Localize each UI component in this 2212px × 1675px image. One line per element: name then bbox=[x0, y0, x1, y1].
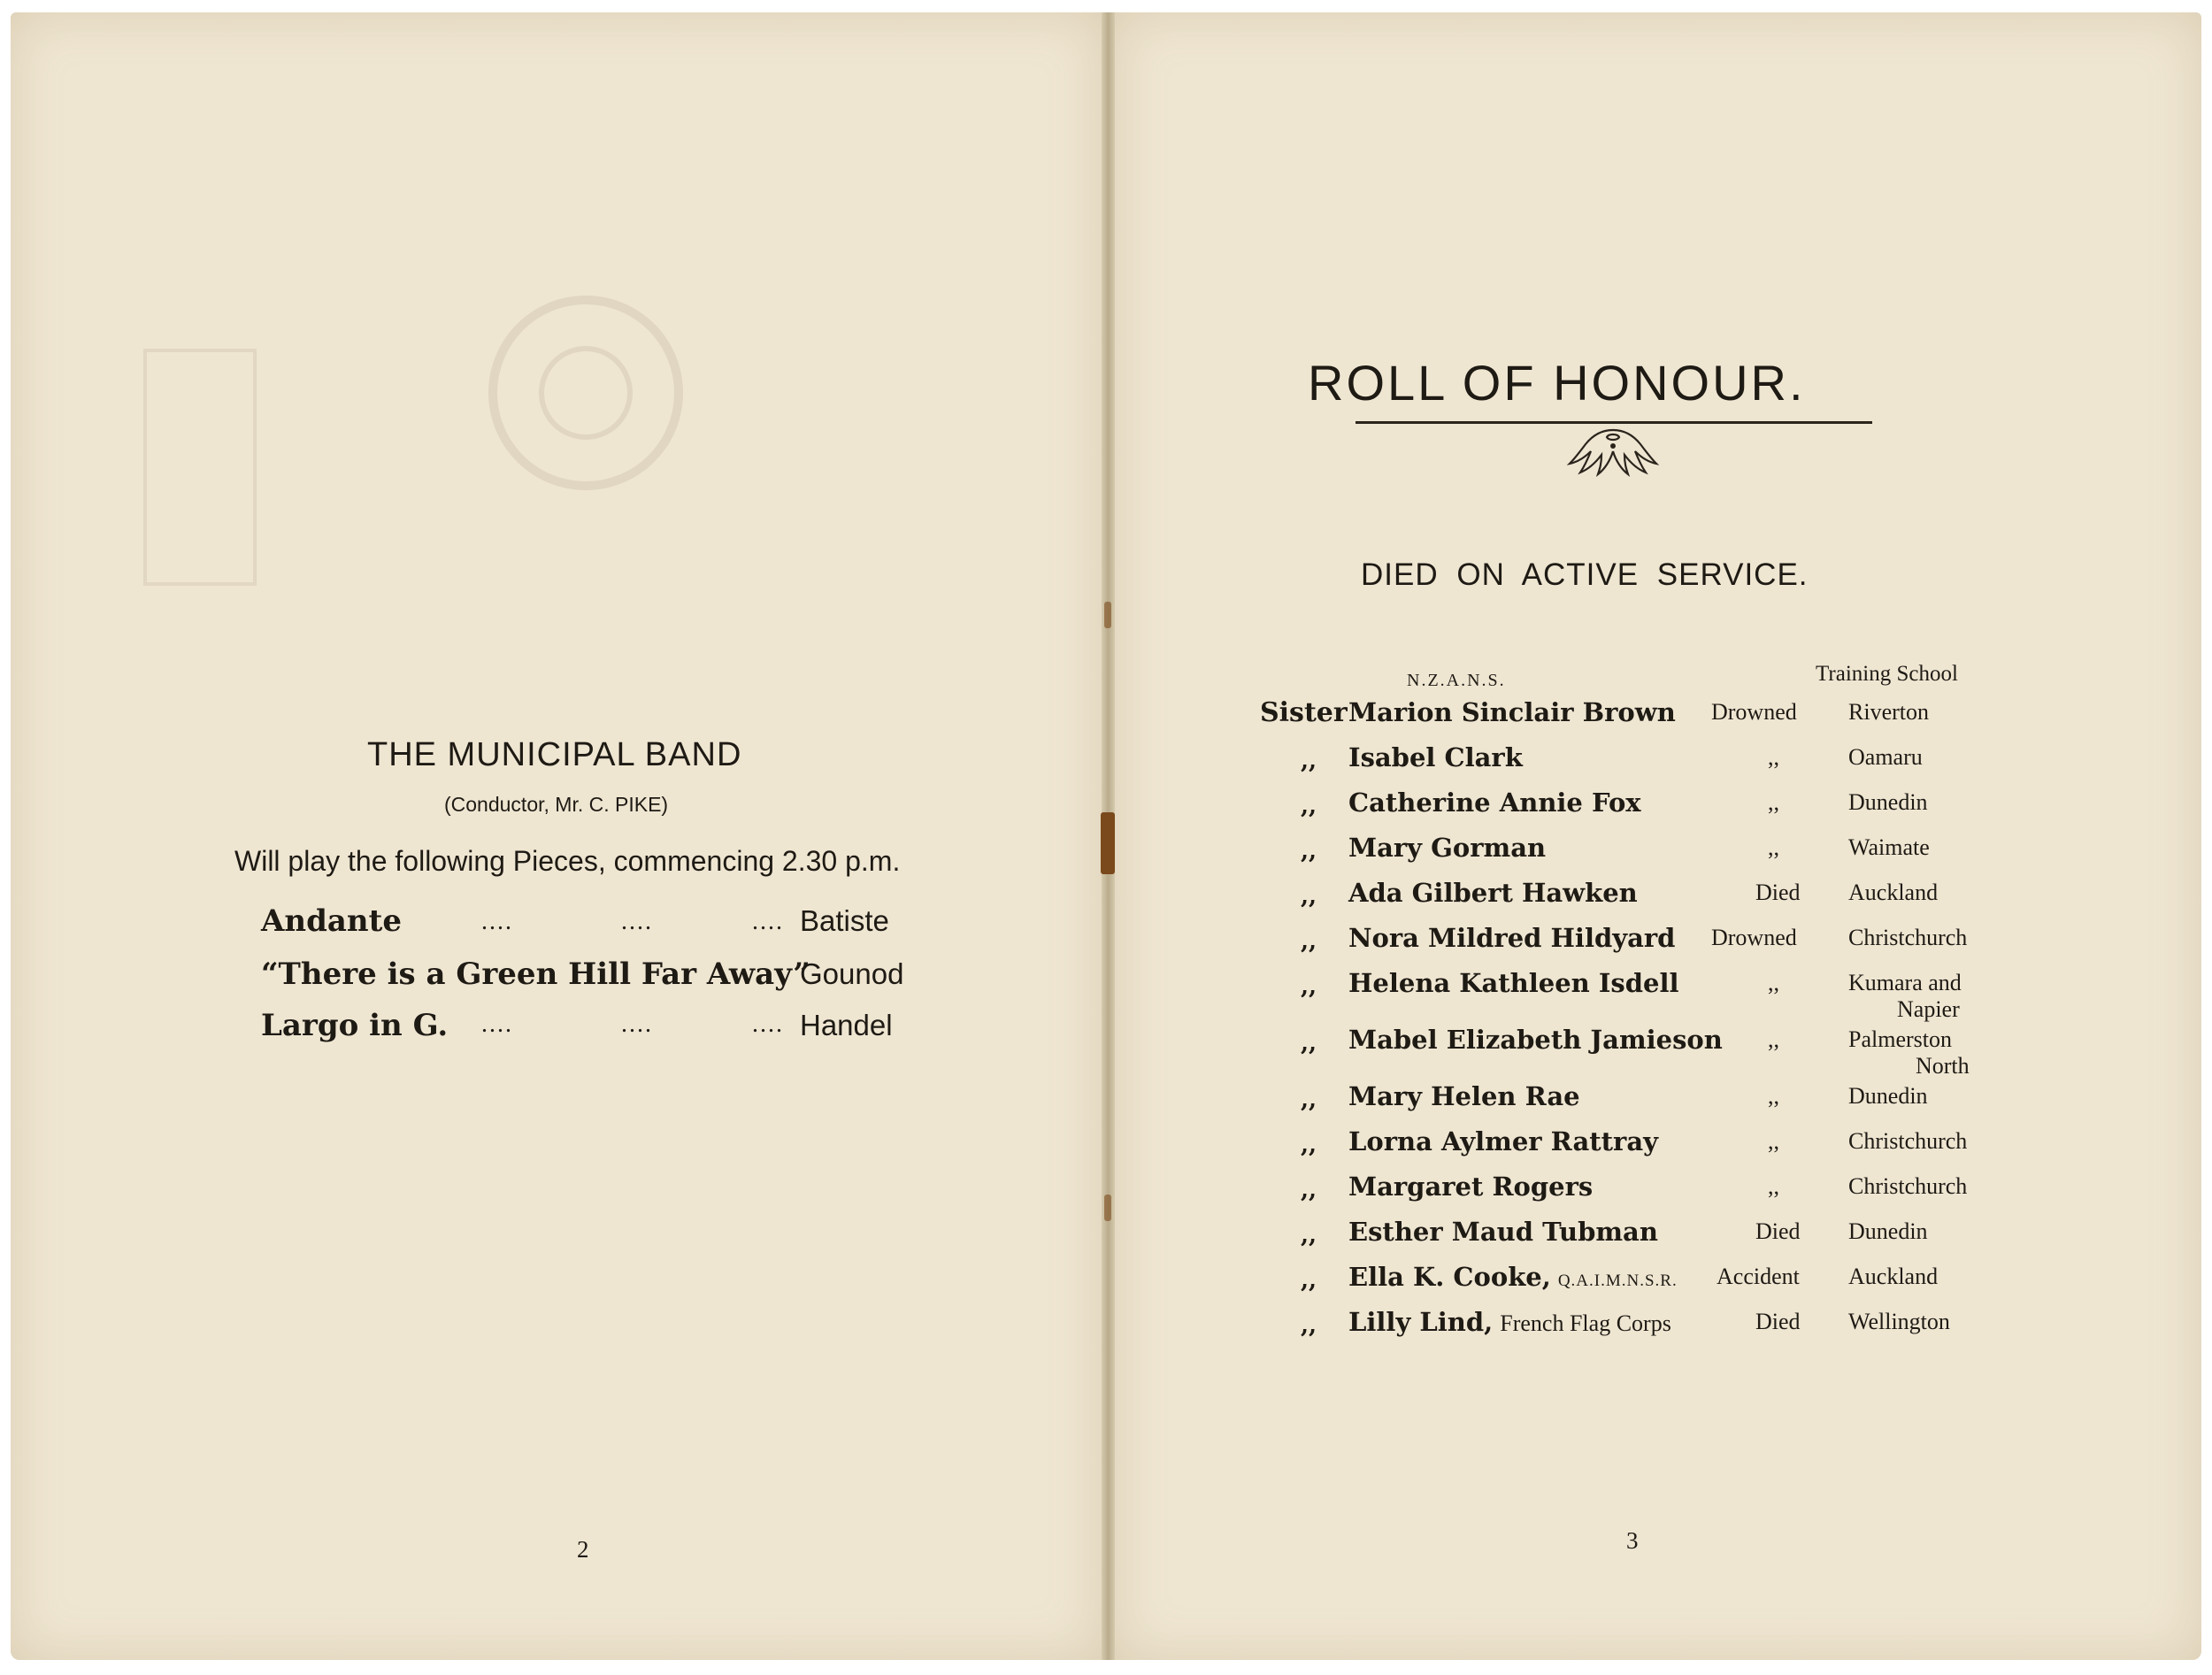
nurse-name-text: Catherine Annie Fox bbox=[1348, 788, 1641, 818]
band-title: THE MUNICIPAL BAND bbox=[367, 736, 742, 773]
cause-of-death: ,, bbox=[1768, 789, 1779, 815]
training-school: Christchurch bbox=[1848, 1128, 1968, 1154]
leader-dots: .... bbox=[621, 1010, 653, 1038]
nurse-name-text: Nora Mildred Hildyard bbox=[1348, 923, 1676, 953]
column-header-service: N.Z.A.N.S. bbox=[1407, 671, 1506, 690]
training-school: Dunedin bbox=[1848, 789, 1928, 815]
piece-composer: Gounod bbox=[800, 957, 904, 990]
cause-of-death: ,, bbox=[1768, 1128, 1779, 1154]
cause-of-death: Drowned bbox=[1711, 699, 1797, 725]
piece-composer: Batiste bbox=[800, 904, 889, 937]
nurse-name bbox=[1348, 1172, 1593, 1202]
training-school: Dunedin bbox=[1848, 1083, 1928, 1109]
ditto-mark: ,, bbox=[1301, 883, 1317, 910]
nurse-name-text: Isabel Clark bbox=[1348, 742, 1523, 772]
nurse-name-text: Marion Sinclair Brown bbox=[1348, 697, 1676, 727]
ditto-mark: ,, bbox=[1301, 838, 1317, 864]
leader-dots: .... bbox=[481, 1010, 513, 1038]
nurse-name bbox=[1348, 1307, 1671, 1337]
nurse-name-text: Lorna Aylmer Rattray bbox=[1348, 1126, 1658, 1156]
piece-title: Andante bbox=[261, 903, 402, 939]
ditto-mark: ,, bbox=[1301, 1087, 1317, 1113]
nurse-name bbox=[1348, 697, 1676, 727]
cause-of-death: Accident bbox=[1717, 1264, 1800, 1289]
roll-title: ROLL OF HONOUR. bbox=[1308, 355, 1806, 411]
ditto-mark: ,, bbox=[1301, 1312, 1317, 1339]
nurse-name bbox=[1348, 833, 1546, 863]
nurse-name-text: Lilly Lind, bbox=[1348, 1307, 1494, 1337]
nurse-name bbox=[1348, 1126, 1658, 1156]
service-note: Q.A.I.M.N.S.R. bbox=[1557, 1272, 1678, 1290]
section-heading: DIED ON ACTIVE SERVICE. bbox=[1361, 557, 1809, 592]
leader-dots: .... bbox=[481, 908, 513, 935]
cause-of-death: Died bbox=[1755, 880, 1801, 905]
rank-prefix: Sister bbox=[1260, 697, 1348, 728]
conductor-line: (Conductor, Mr. C. PIKE) bbox=[444, 793, 669, 816]
binding-stain bbox=[1104, 1195, 1111, 1221]
training-school: Wellington bbox=[1848, 1309, 1950, 1334]
training-school: Palmerston bbox=[1848, 1026, 1952, 1052]
nurse-name-text: Mary Gorman bbox=[1348, 833, 1547, 863]
binding-stain bbox=[1101, 812, 1115, 874]
cause-of-death: ,, bbox=[1768, 970, 1779, 995]
training-school: Kumara and bbox=[1848, 970, 1962, 995]
nurse-name bbox=[1348, 1081, 1580, 1111]
ditto-mark: ,, bbox=[1301, 793, 1317, 819]
ditto-mark: ,, bbox=[1301, 1132, 1317, 1158]
piece-title: “There is a Green Hill Far Away” bbox=[261, 957, 810, 992]
ditto-mark: ,, bbox=[1301, 1177, 1317, 1203]
nurse-name bbox=[1348, 1262, 1678, 1292]
ditto-mark: ,, bbox=[1301, 1030, 1317, 1056]
cause-of-death: ,, bbox=[1768, 744, 1779, 770]
training-school: Dunedin bbox=[1848, 1218, 1928, 1244]
right-page bbox=[1115, 12, 2201, 1660]
training-school: Auckland bbox=[1848, 880, 1939, 905]
cause-of-death: ,, bbox=[1768, 834, 1779, 860]
cause-of-death: ,, bbox=[1768, 1083, 1779, 1109]
page-number-left: 2 bbox=[577, 1536, 589, 1563]
acanthus-ornament bbox=[1566, 425, 1660, 478]
ditto-mark: ,, bbox=[1301, 928, 1317, 955]
nurse-name-text: Ella K. Cooke, bbox=[1348, 1262, 1551, 1292]
nurse-name-text: Ada Gilbert Hawken bbox=[1348, 878, 1638, 908]
nurse-name bbox=[1348, 742, 1523, 772]
training-school-continued: Napier bbox=[1897, 996, 1960, 1022]
training-school: Christchurch bbox=[1848, 1173, 1968, 1199]
column-header-school: Training School bbox=[1816, 662, 1958, 686]
nurse-name-text: Mary Helen Rae bbox=[1348, 1081, 1580, 1111]
training-school: Riverton bbox=[1848, 699, 1929, 725]
page-number-right: 3 bbox=[1626, 1527, 1639, 1554]
training-school: Auckland bbox=[1848, 1264, 1939, 1289]
nurse-name bbox=[1348, 923, 1675, 953]
cause-of-death: Died bbox=[1755, 1218, 1801, 1244]
show-through-label bbox=[143, 349, 257, 586]
nurse-name bbox=[1348, 1217, 1658, 1247]
ditto-mark: ,, bbox=[1301, 748, 1317, 774]
nurse-name bbox=[1348, 788, 1641, 818]
cause-of-death: ,, bbox=[1768, 1026, 1779, 1052]
cause-of-death: ,, bbox=[1768, 1173, 1779, 1199]
ditto-mark: ,, bbox=[1301, 1222, 1317, 1249]
piece-composer: Handel bbox=[800, 1009, 893, 1041]
performance-intro: Will play the following Pieces, commencing 2.30 p.m. bbox=[234, 845, 901, 877]
cause-of-death: Drowned bbox=[1711, 925, 1797, 950]
nurse-name bbox=[1348, 1025, 1723, 1055]
title-underline bbox=[1356, 421, 1872, 424]
nurse-name-text: Helena Kathleen Isdell bbox=[1348, 968, 1679, 998]
service-note: French Flag Corps bbox=[1500, 1310, 1671, 1336]
ditto-mark: ,, bbox=[1301, 1267, 1317, 1294]
cause-of-death: Died bbox=[1755, 1309, 1801, 1334]
leader-dots: .... bbox=[752, 1010, 784, 1038]
nurse-name-text: Margaret Rogers bbox=[1348, 1172, 1594, 1202]
training-school: Waimate bbox=[1848, 834, 1930, 860]
training-school: Oamaru bbox=[1848, 744, 1923, 770]
nurse-name-text: Esther Maud Tubman bbox=[1348, 1217, 1658, 1247]
left-page bbox=[11, 12, 1102, 1660]
nurse-name-text: Mabel Elizabeth Jamieson bbox=[1348, 1025, 1723, 1055]
ditto-mark: ,, bbox=[1301, 973, 1317, 1000]
piece-title: Largo in G. bbox=[261, 1008, 449, 1043]
nurse-name bbox=[1348, 968, 1679, 998]
training-school-continued: North bbox=[1916, 1053, 1970, 1079]
nurse-name bbox=[1348, 878, 1638, 908]
binding-stain bbox=[1104, 602, 1111, 628]
show-through-seal bbox=[480, 287, 692, 499]
leader-dots: .... bbox=[752, 908, 784, 935]
leader-dots: .... bbox=[621, 908, 653, 935]
training-school: Christchurch bbox=[1848, 925, 1968, 950]
